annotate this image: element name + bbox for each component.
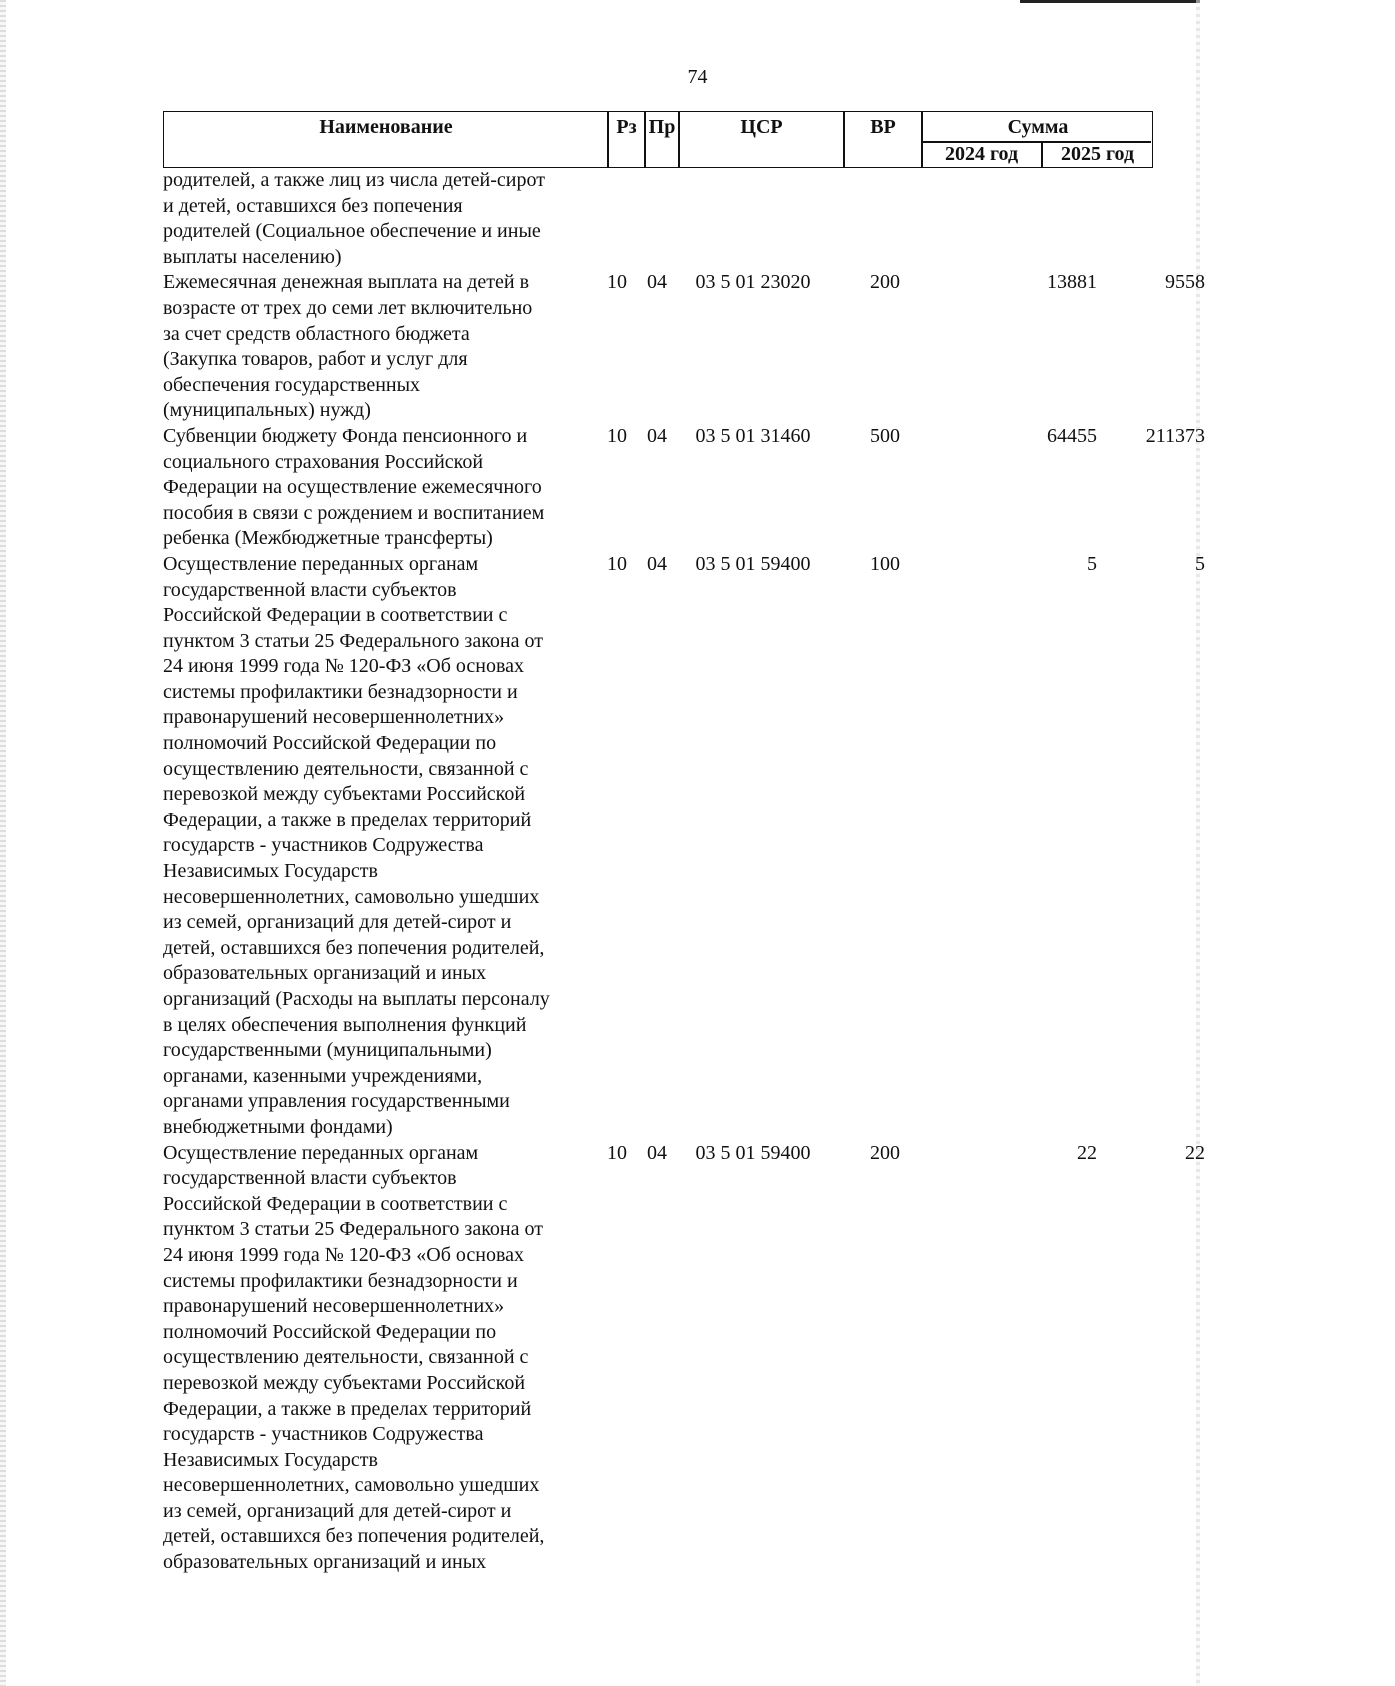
row-csr: 03 5 01 31460: [695, 424, 811, 447]
row-pr: 04: [647, 271, 667, 294]
table-body: [163, 168, 1205, 1576]
page-number: 74: [687, 66, 708, 88]
row-sum-2025: 9558: [1165, 271, 1205, 294]
row-name: Субвенции бюджету Фонда пенсионного и социального страхования Российской Федерации на осуществление ежемесячного пособия в связи с рождением и воспитанием ребенка (Межбюджетные трансферты): [163, 424, 545, 550]
row-csr: 03 5 01 59400: [695, 1141, 811, 1164]
header-year-2025: 2025 год: [1060, 143, 1135, 165]
table-row: [163, 424, 1205, 552]
row-vr: 500: [870, 424, 900, 447]
row-sum-2024: 64455: [1047, 424, 1097, 447]
row-csr: 03 5 01 23020: [695, 271, 811, 294]
row-pr: 04: [647, 552, 667, 575]
row-sum-2025: 211373: [1145, 424, 1205, 447]
row-name: Осуществление переданных органам государственной власти субъектов Российской Федерации в соответствии с пунктом 3 статьи 25 Федерального закона от 24 июня 1999 года № 120-ФЗ «Об основах системы профилактики безнадзорности и правонарушений несовершеннолетних» полномочий Российской Федерации по осуществлению деятельности, связанной с перевозкой между субъектами Российской Федерации, а также в пределах территорий государств - участников Содружества Независимых Государств несовершеннолетних, самовольно ушедших из семей, организаций для детей-сирот и детей, оставшихся без попечения родителей, образовательных организаций и иных организаций (Расходы на выплаты персоналу в целях обеспечения выполнения функций государственными (муниципальными) органами, казенными учреждениями, органами управления государственными внебюджетными фондами): [163, 552, 550, 1138]
row-rz: 10: [607, 424, 627, 447]
row-name: родителей, а также лиц из числа детей-сирот и детей, оставшихся без попечения родителей (Социальное обеспечение и иные выплаты населению): [163, 169, 545, 268]
row-vr: 200: [870, 271, 900, 294]
header-year-2024: 2024 год: [944, 143, 1019, 165]
row-name: Ежемесячная денежная выплата на детей в возрасте от трех до семи лет включительно за счет средств областного бюджета (Закупка товаров, работ и услуг для обеспечения государственных (муниципальных) нужд): [163, 271, 533, 422]
row-rz: 10: [607, 271, 627, 294]
row-sum-2025: 22: [1185, 1141, 1205, 1164]
row-pr: 04: [647, 1141, 667, 1164]
row-sum-2024: 13881: [1047, 271, 1097, 294]
row-vr: 100: [870, 552, 900, 575]
row-vr: 200: [870, 1141, 900, 1164]
table-row: [163, 168, 1153, 270]
header-vr: ВР: [843, 111, 923, 168]
row-rz: 10: [607, 1141, 627, 1164]
header-sum: [921, 111, 1153, 168]
header-csr: ЦСР: [678, 111, 845, 168]
table-row: [163, 270, 1205, 424]
table-header: [163, 111, 1153, 168]
header-name: Наименование: [163, 111, 609, 168]
table-row: [163, 552, 1205, 1141]
row-csr: 03 5 01 59400: [695, 552, 811, 575]
row-sum-2024: 5: [1087, 552, 1097, 575]
scan-right-edge: [1196, 0, 1200, 1686]
row-rz: 10: [607, 552, 627, 575]
header-pr: Пр: [644, 111, 680, 168]
scan-edge-line: [1020, 0, 1200, 3]
scan-left-edge: [0, 0, 6, 1686]
row-sum-2025: 5: [1195, 552, 1205, 575]
row-sum-2024: 22: [1077, 1141, 1097, 1164]
row-pr: 04: [647, 424, 667, 447]
row-name: Осуществление переданных органам государственной власти субъектов Российской Федерации в соответствии с пунктом 3 статьи 25 Федерального закона от 24 июня 1999 года № 120-ФЗ «Об основах системы профилактики безнадзорности и правонарушений несовершеннолетних» полномочий Российской Федерации по осуществлению деятельности, связанной с перевозкой между субъектами Российской Федерации, а также в пределах территорий государств - участников Содружества Независимых Государств несовершеннолетних, самовольно ушедших из семей, организаций для детей-сирот и детей, оставшихся без попечения родителей, образовательных организаций и иных: [163, 1141, 545, 1574]
header-rz: Рз: [607, 111, 646, 168]
header-sum-title: Сумма: [1007, 116, 1069, 138]
table-row: [163, 1141, 1205, 1576]
